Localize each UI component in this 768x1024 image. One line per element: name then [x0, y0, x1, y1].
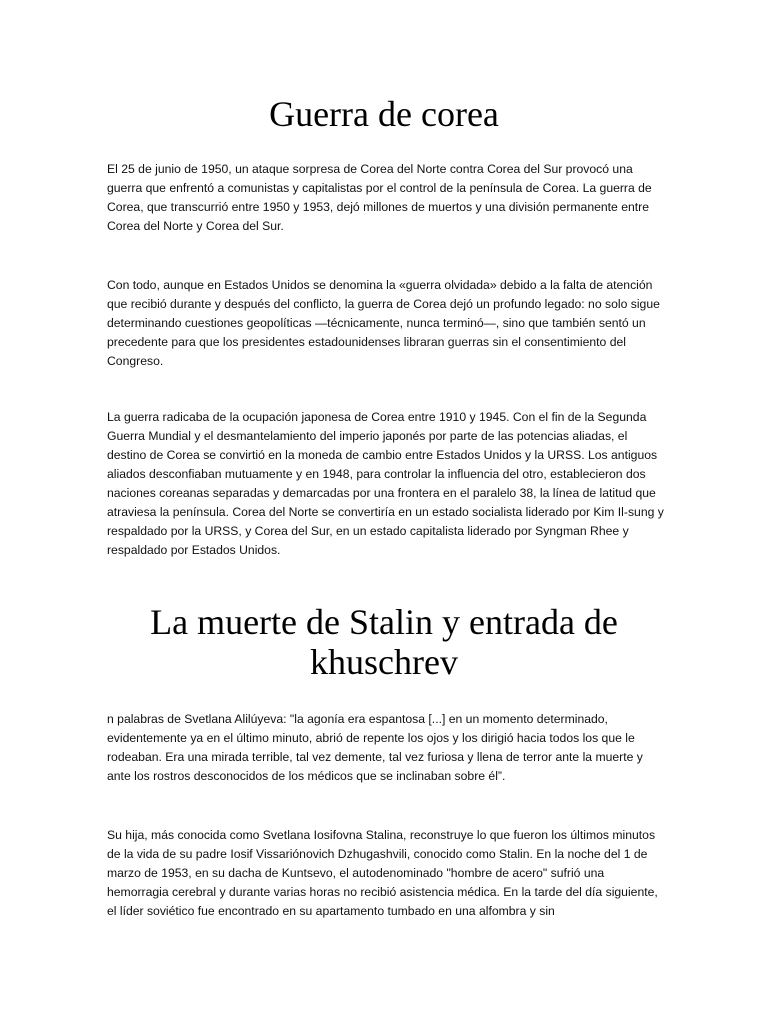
paragraph-guerra-olvidada: Con todo, aunque en Estados Unidos se denomina la «guerra olvidada» debido a la falta de atención que recibió durante y después del conflicto, la guerra de Corea dejó un profundo legado: no solo sigue determinando cuestiones geopolíticas —técnicamente, nunca terminó—, sino que también sentó un precedente para que los presidentes estadounidenses libraran guerras sin el consentimiento del Congreso. [107, 278, 660, 368]
heading-muerte-de-stalin: La muerte de Stalin y entrada de khuschrev [150, 602, 618, 682]
paragraph-stalin-death: Su hija, más conocida como Svetlana Iosifovna Stalina, reconstruye lo que fueron los últimos minutos de la vida de su padre Iosif Vissariónovich Dzhugashvili, conocido como Stalin. En la noche del 1 de marzo de 1953, en su dacha de Kuntsevo, el autodenominado "hombre de acero" sufrió una hemorragia cerebral y durante varias horas no recibió asistencia médica. En la tarde del día siguiente, el líder soviético fue encontrado en su apartamento tumbado en una alfombra y sin [107, 828, 658, 918]
heading-guerra-de-corea: Guerra de corea [269, 94, 499, 134]
paragraph-svetlana-quote: n palabras de Svetlana Alilúyeva: "la agonía era espantosa [...] en un momento determinado, evidentemente ya en el último minuto, abrió de repente los ojos y los dirigió hacia todos los que le rodeaban. Era una mirada terrible, tal vez demente, tal vez furiosa y llena de terror ante la muerte y ante los rostros desconocidos de los médicos que se inclinaban sobre él”. [107, 712, 643, 783]
paragraph-ocupacion-japonesa: La guerra radicaba de la ocupación japonesa de Corea entre 1910 y 1945. Con el fin de la Segunda Guerra Mundial y el desmantelamiento del imperio japonés por parte de las potencias aliadas, el destino de Corea se convirtió en la moneda de cambio entre Estados Unidos y la URSS. Los antiguos aliados desconfiaban mutuamente y en 1948, para controlar la influencia del otro, establecieron dos naciones coreanas separadas y demarcadas por una frontera en el paralelo 38, la línea de latitud que atraviesa la península. Corea del Norte se convertiría en un estado socialista liderado por Kim Il-sung y respaldado por la URSS, y Corea del Sur, en un estado capitalista liderado por Syngman Rhee y respaldado por Estados Unidos. [107, 410, 664, 557]
paragraph-intro: El 25 de junio de 1950, un ataque sorpresa de Corea del Norte contra Corea del Sur provocó una guerra que enfrentó a comunistas y capitalistas por el control de la península de Corea. La guerra de Corea, que transcurrió entre 1950 y 1953, dejó millones de muertos y una división permanente entre Corea del Norte y Corea del Sur. [107, 162, 652, 233]
